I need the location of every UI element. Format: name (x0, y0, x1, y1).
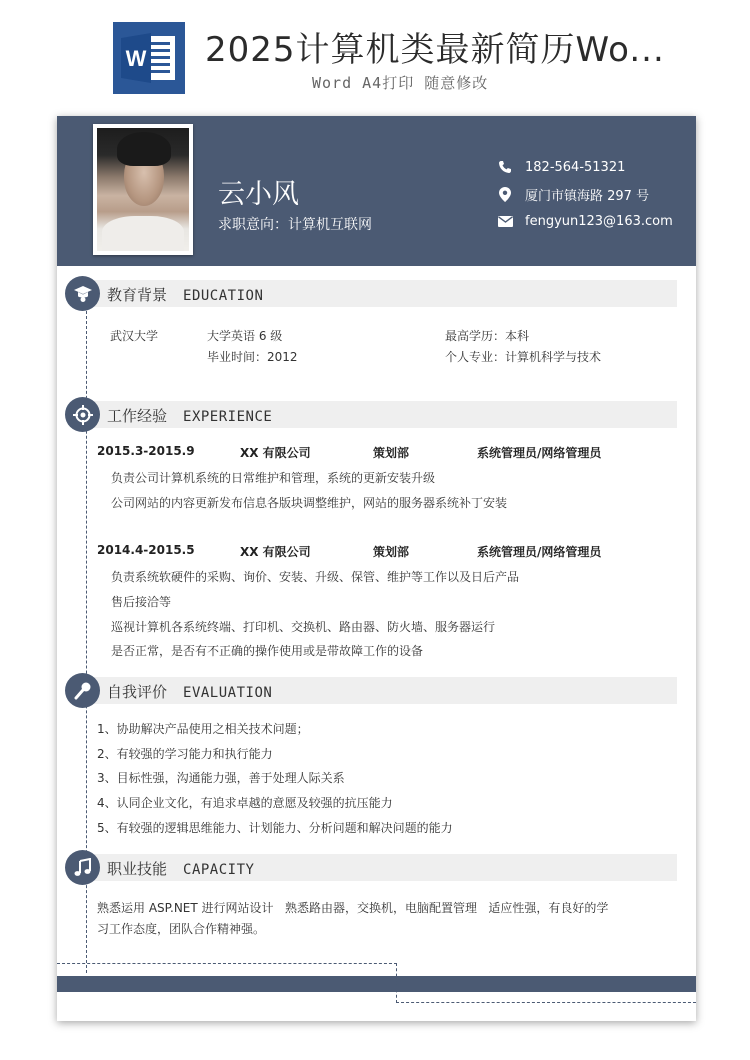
email-text: fengyun123@163.com (525, 213, 673, 229)
contact-phone (497, 158, 625, 176)
job-intent: 求职意向：计算机互联网 (218, 217, 372, 233)
capacity-text-line: 习工作态度，团队合作精神强。 (97, 922, 266, 936)
experience-title-en: EXPERIENCE (183, 409, 273, 425)
phone-number: 182-564-51321 (525, 159, 626, 175)
evaluation-item: 1、协助解决产品使用之相关技术问题； (97, 722, 309, 736)
job-company: XX 有限公司 (240, 446, 311, 460)
contact-email (497, 212, 673, 230)
job-period: 2015.3-2015.9 (97, 444, 195, 458)
word-icon (113, 22, 185, 94)
section-capacity-header (65, 854, 677, 881)
edu-degree: 最高学历：本科 (445, 329, 530, 343)
footer-bar (57, 976, 696, 992)
job-role: 系统管理员/网络管理员 (477, 446, 602, 460)
footer-dashed-line (396, 1002, 696, 1003)
job-company: XX 有限公司 (240, 545, 311, 559)
resume-page (57, 116, 696, 1021)
contact-address (497, 185, 649, 203)
document-title: 2025计算机类最新简历Wo... (205, 30, 665, 70)
capacity-title-en: CAPACITY (183, 862, 255, 878)
graduate-icon (65, 276, 100, 311)
target-icon (65, 397, 100, 432)
svg-text:W: W (125, 46, 147, 71)
section-evaluation-header (65, 677, 677, 704)
footer-dashed-line (57, 963, 397, 964)
job-duty-line: 是否正常，是否有不正确的操作使用或是带故障工作的设备 (111, 644, 424, 658)
experience-title: 工作经验 (107, 407, 168, 425)
job-dept: 策划部 (373, 446, 410, 460)
job-role: 系统管理员/网络管理员 (477, 545, 602, 559)
mail-icon (497, 213, 513, 229)
evaluation-item: 3、目标性强，沟通能力强，善于处理人际关系 (97, 771, 345, 785)
section-education-header (65, 280, 677, 307)
job-dept: 策划部 (373, 545, 410, 559)
job-duty-line: 售后接洽等 (111, 595, 172, 609)
education-title-en: EDUCATION (183, 288, 264, 304)
phone-icon (497, 159, 513, 175)
job-period: 2014.4-2015.5 (97, 543, 195, 557)
job-duty-line: 巡视计算机各系统终端、打印机、交换机、路由器、防火墙、服务器运行 (111, 620, 496, 634)
address-text: 厦门市镇海路 297 号 (525, 188, 650, 204)
evaluation-item: 5、有较强的逻辑思维能力、计划能力、分析问题和解决问题的能力 (97, 821, 453, 835)
evaluation-item: 2、有较强的学习能力和执行能力 (97, 747, 273, 761)
edu-school: 武汉大学 (110, 329, 159, 343)
edu-major: 个人专业：计算机科学与技术 (445, 350, 602, 364)
edu-english: 大学英语 6 级 (207, 329, 283, 343)
microphone-icon (65, 673, 100, 708)
location-pin-icon (497, 186, 513, 202)
capacity-text-line: 熟悉运用 ASP.NET 进行网站设计 熟悉路由器，交换机，电脑配置管理 适应性强，有良好的学 (97, 901, 609, 915)
document-subtitle: Word A4打印 随意修改 (312, 74, 489, 92)
section-experience-header (65, 401, 677, 428)
music-note-icon (65, 850, 100, 885)
job-duty-line: 负责系统软硬件的采购、询价、安装、升级、保管、维护等工作以及日后产品 (111, 570, 520, 584)
job-duty-line: 负责公司计算机系统的日常维护和管理，系统的更新安装升级 (111, 471, 436, 485)
edu-grad-time: 毕业时间：2012 (207, 350, 298, 364)
profile-photo (93, 124, 193, 255)
evaluation-title: 自我评价 (107, 683, 168, 701)
education-title: 教育背景 (107, 286, 168, 304)
candidate-name: 云小风 (218, 179, 299, 210)
footer-dashed-line (396, 963, 397, 1003)
evaluation-item: 4、认同企业文化，有追求卓越的意愿及较强的抗压能力 (97, 796, 393, 810)
job-duty-line: 公司网站的内容更新发布信息各版块调整维护，网站的服务器系统补丁安装 (111, 496, 508, 510)
evaluation-title-en: EVALUATION (183, 685, 273, 701)
capacity-title: 职业技能 (107, 860, 168, 878)
resume-header (57, 116, 696, 266)
